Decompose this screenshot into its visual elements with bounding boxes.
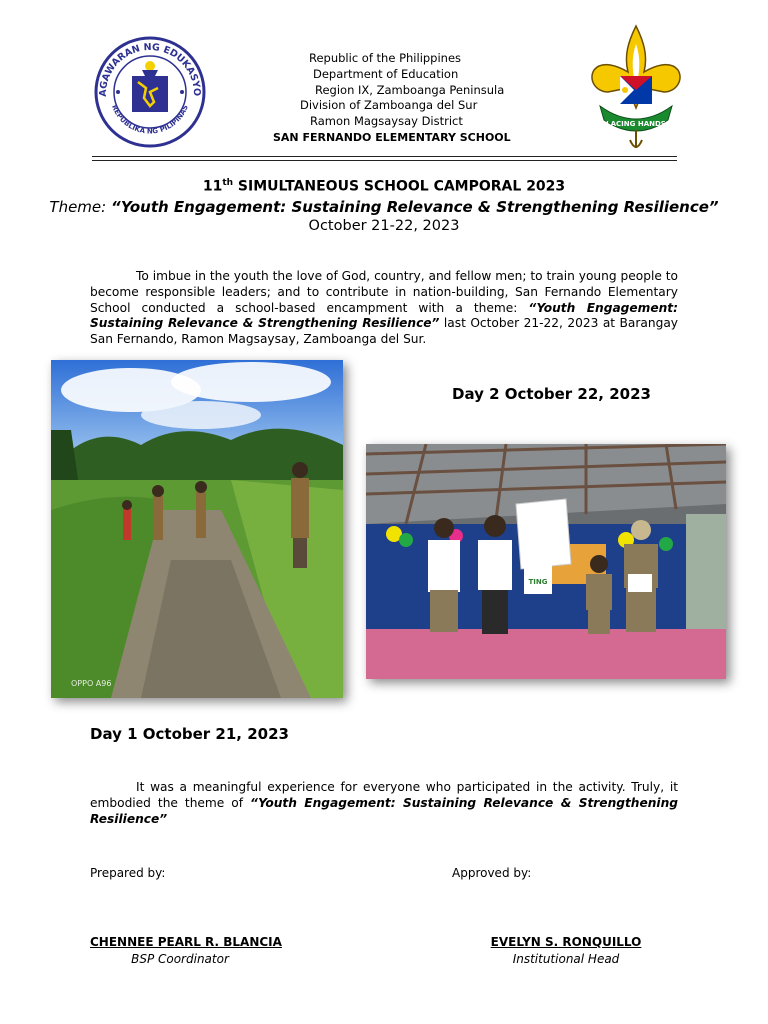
header-line-district: Ramon Magsaysay District <box>310 114 463 129</box>
svg-text:LACING HANDS: LACING HANDS <box>606 120 666 128</box>
header-divider-bottom <box>92 160 677 161</box>
intro-paragraph: To imbue in the youth the love of God, country, and fellow men; to train young people to become responsible leaders; and to contribute in nation-building, San Fernando Elementary School conducted a school-based encampment with a theme: “Youth Engagement: Sustaining Relevance & Strengthening Resilience” last October 21-22, 2023 at Barangay San Fernando, Ramon Magsaysay, Zamboanga del Sur. <box>90 269 678 347</box>
day2-photo <box>366 444 726 679</box>
prepared-name: CHENNEE PEARL R. BLANCIA <box>90 935 282 949</box>
approved-role: Institutional Head <box>512 952 620 966</box>
header-line-republic: Republic of the Philippines <box>309 51 462 65</box>
svg-text:KAGAWARAN NG EDUKASYON: AGAWARAN NG EDUKASYO <box>97 41 203 97</box>
day2-caption: Day 2 October 22, 2023 <box>452 385 651 403</box>
header-line-division: Division of Zamboanga del Sur <box>300 98 478 113</box>
bsp-emblem <box>588 22 684 158</box>
prepared-signature <box>90 935 282 966</box>
svg-text:TING: TING <box>528 578 548 586</box>
svg-text:REPUBLIKA NG PILIPINAS: REPUBLIKA NG PILIPINAS <box>110 103 190 136</box>
deped-seal <box>86 36 214 148</box>
approved-by-label: Approved by: <box>452 866 532 880</box>
prepared-role: BSP Coordinator <box>131 952 229 966</box>
approved-signature <box>480 935 652 966</box>
event-title: 11th SIMULTANEOUS SCHOOL CAMPORAL 2023 <box>202 178 566 195</box>
header-divider-top <box>92 156 677 157</box>
day1-photo <box>51 360 343 698</box>
approved-name: EVELYN S. RONQUILLO <box>490 935 642 949</box>
event-theme: Theme: “Youth Engagement: Sustaining Relevance & Strengthening Resilience” <box>49 198 719 216</box>
day1-caption: Day 1 October 21, 2023 <box>90 725 289 743</box>
header-line-region: Region IX, Zamboanga Peninsula <box>315 82 505 97</box>
prepared-by-label: Prepared by: <box>90 866 166 880</box>
header-block <box>258 51 511 146</box>
svg-text:OPPO A96: OPPO A96 <box>71 679 112 688</box>
event-date: October 21-22, 2023 <box>308 218 460 234</box>
header-line-department: Department of Education <box>313 66 459 81</box>
header-line-school: SAN FERNANDO ELEMENTARY SCHOOL <box>273 130 511 144</box>
closing-paragraph: It was a meaningful experience for everyone who participated in the activity. Truly, it embodied the theme of “Youth Engagement: Sustaining Relevance & Strengthening Resilience” <box>90 780 678 826</box>
